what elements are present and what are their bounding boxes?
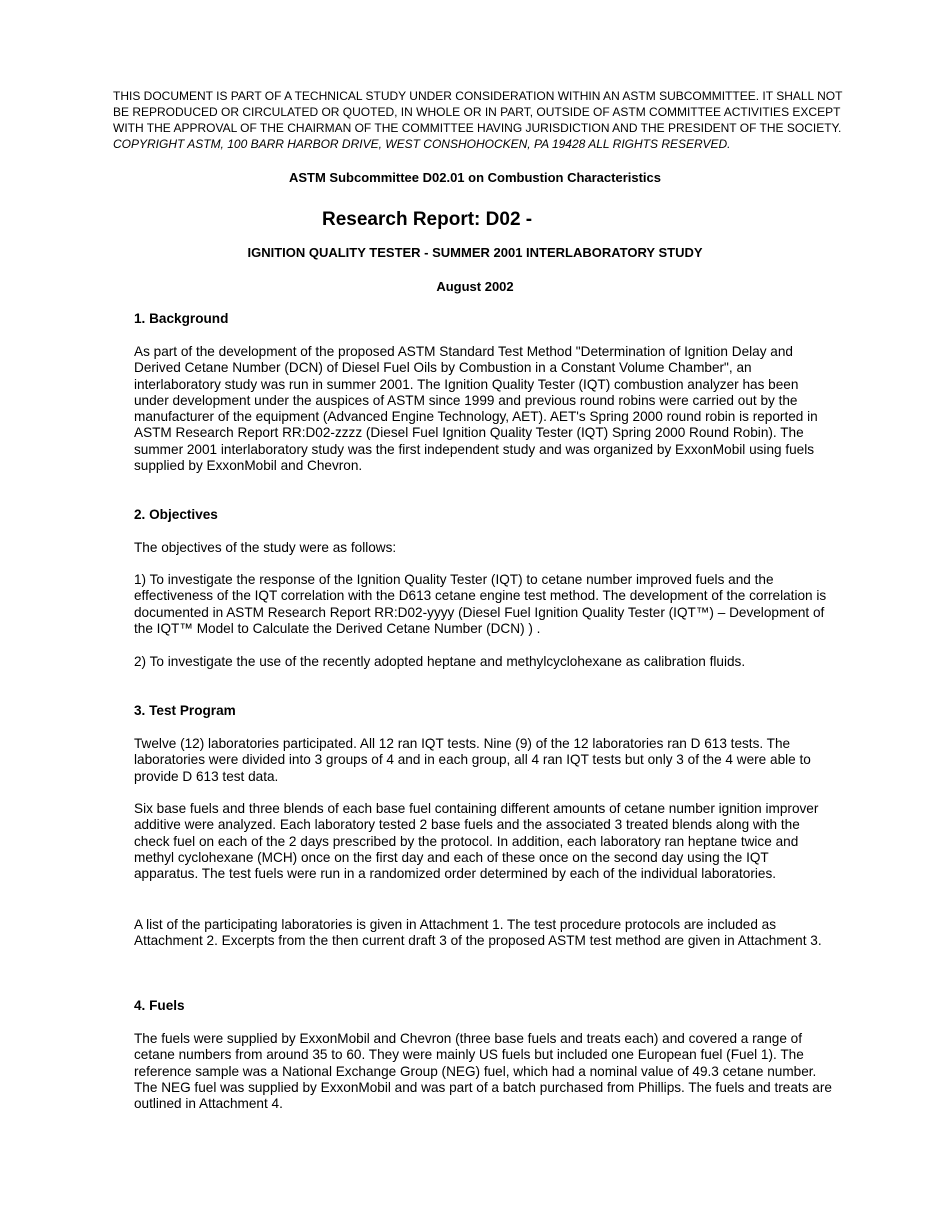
paragraph: A list of the participating laboratories is given in Attachment 1. The test procedure protocols are included as Attachment 2. Excerpts from the then current draft 3 of the proposed ASTM test method are given in Attachment 3. — [134, 917, 822, 949]
section-background-body — [134, 344, 834, 474]
study-title: IGNITION QUALITY TESTER - SUMMER 2001 INTERLABORATORY STUDY — [247, 245, 703, 260]
test-program-p3 — [134, 917, 834, 950]
copyright-line: COPYRIGHT ASTM, 100 BARR HARBOR DRIVE, WEST CONSHOHOCKEN, PA 19428 ALL RIGHTS RESERVED. — [113, 137, 731, 151]
fuels-p1 — [134, 1031, 834, 1112]
test-program-p1 — [134, 736, 834, 785]
section-heading: 4. Fuels — [134, 998, 185, 1013]
paragraph: Twelve (12) laboratories participated. All 12 ran IQT tests. Nine (9) of the 12 laboratories ran D 613 tests. The laboratories were divided into 3 groups of 4 and in each group, all 4 ran IQT tests but only 3 of the 4 were able to provide D 613 test data. — [134, 736, 811, 784]
report-date: August 2002 — [436, 279, 514, 294]
subcommittee-title: ASTM Subcommittee D02.01 on Combustion Characteristics — [288, 170, 662, 185]
objectives-item-1 — [134, 572, 834, 637]
confidentiality-notice — [113, 88, 848, 152]
test-program-p2 — [134, 801, 834, 882]
section-fuels-heading — [134, 998, 834, 1014]
section-heading: 1. Background — [134, 311, 229, 326]
section-objectives-heading — [134, 507, 834, 523]
paragraph: 1) To investigate the response of the Ignition Quality Tester (IQT) to cetane number improved fuels and the effectiveness of the IQT correlation with the D613 cetane engine test method. The development of the correlation is documented in ASTM Research Report RR:D02-yyyy (Diesel Fuel Ignition Quality Tester (IQT™) – Development of the IQT™ Model to Calculate the Derived Cetane Number (DCN) ) . — [134, 572, 827, 636]
section-test-program-heading — [134, 703, 834, 719]
section-background-heading — [134, 311, 834, 327]
paragraph: Six base fuels and three blends of each base fuel containing different amounts of cetane number ignition improver additive were analyzed. Each laboratory tested 2 base fuels and the associated 3 treated blends along with the check fuel on each of the 2 days prescribed by the protocol. In addition, each laboratory ran heptane twice and methyl cyclohexane (MCH) once on the first day and each of these once on the second day using the IQT apparatus. The test fuels were run in a randomized order determined by each of the individual laboratories. — [134, 801, 819, 882]
section-heading: 2. Objectives — [134, 507, 218, 522]
objectives-item-2 — [134, 654, 834, 670]
paragraph: The fuels were supplied by ExxonMobil and Chevron (three base fuels and treats each) and covered a range of cetane numbers from around 35 to 60. They were mainly US fuels but included one European fuel (Fuel 1). The reference sample was a National Exchange Group (NEG) fuel, which had a nominal value of 49.3 cetane number. The NEG fuel was supplied by ExxonMobil and was part of a batch purchased from Phillips. The fuels and treats are outlined in Attachment 4. — [134, 1031, 832, 1112]
objectives-intro — [134, 540, 834, 556]
paragraph: As part of the development of the proposed ASTM Standard Test Method "Determination of Ignition Delay and Derived Cetane Number (DCN) of Diesel Fuel Oils by Combustion in a Constant Volume Chamber", an interlaboratory study was run in summer 2001. The Ignition Quality Tester (IQT) combustion analyzer has been under development under the auspices of ASTM since 1999 and previous round robins were carried out by the manufacturer of the equipment (Advanced Engine Technology, AET). AET's Spring 2000 round robin is reported in ASTM Research Report RR:D02-zzzz (Diesel Fuel Ignition Quality Tester (IQT) Spring 2000 Round Robin). The summer 2001 interlaboratory study was the first independent study and was organized by ExxonMobil using fuels supplied by ExxonMobil and Chevron. — [134, 344, 818, 474]
section-heading: 3. Test Program — [134, 703, 236, 718]
notice-text: THIS DOCUMENT IS PART OF A TECHNICAL STUDY UNDER CONSIDERATION WITHIN AN ASTM SUBCOMMITTEE. IT SHALL NOT BE REPRODUCED OR CIRCULATED OR QUOTED, IN WHOLE OR IN PART, OUTSIDE OF ASTM COMMITTEE ACTIVITIES EXCEPT WITH THE APPROVAL OF THE CHAIRMAN OF THE COMMITTEE HAVING JURISDICTION AND THE PRESIDENT OF THE SOCIETY. — [113, 89, 843, 135]
report-title: Research Report: D02 - — [322, 209, 533, 230]
paragraph: The objectives of the study were as follows: — [134, 540, 397, 555]
paragraph: 2) To investigate the use of the recently adopted heptane and methylcyclohexane as calibration fluids. — [134, 654, 746, 669]
